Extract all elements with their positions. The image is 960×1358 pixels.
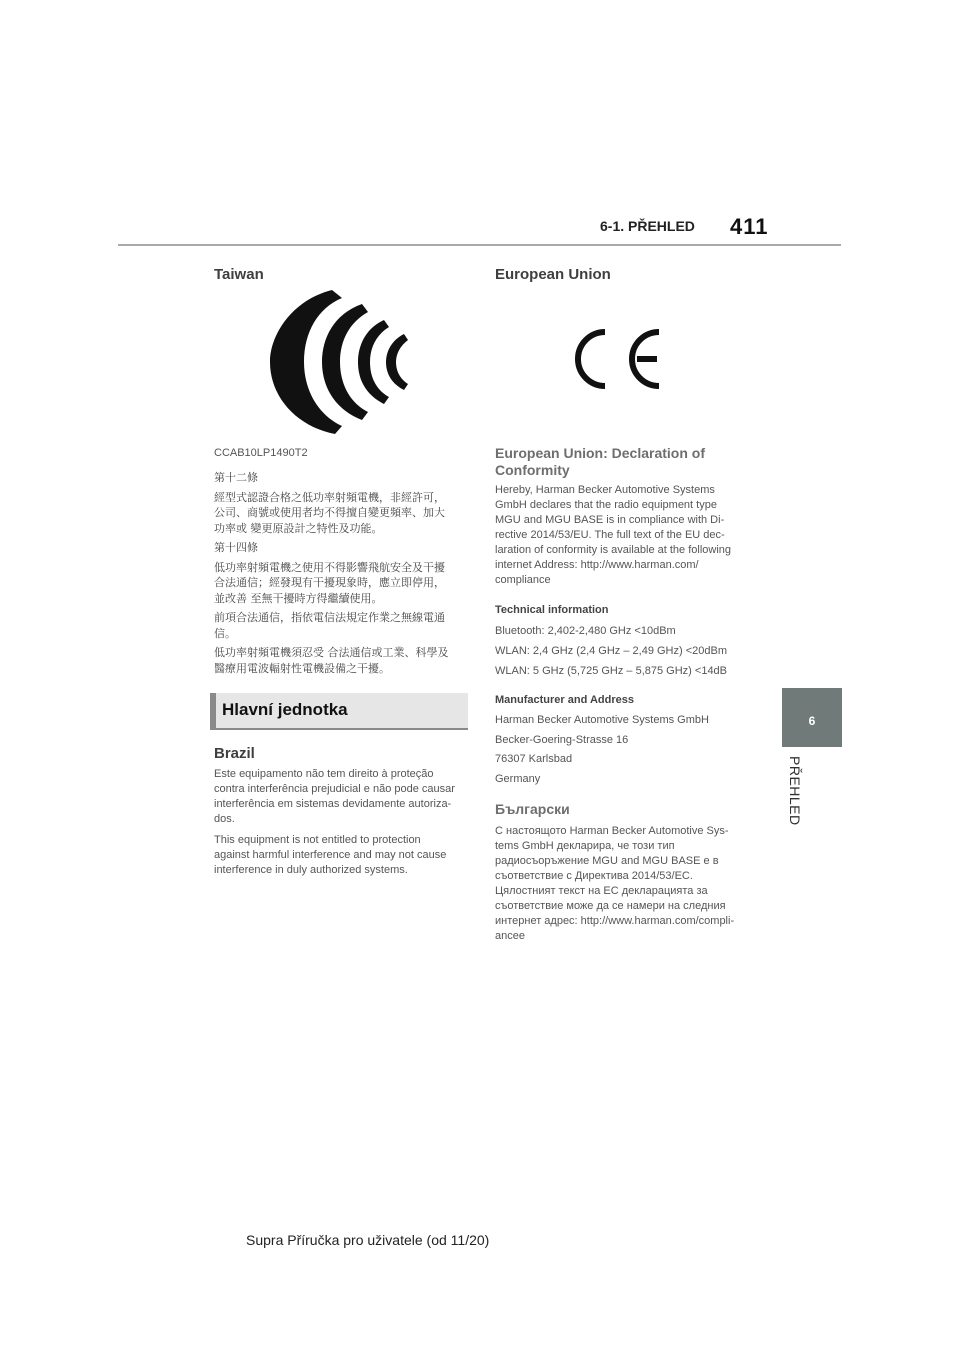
taiwan-line: 信。 <box>214 626 236 640</box>
bulgarian-line: С настоящото Harman Becker Automotive Sys- <box>495 825 729 837</box>
taiwan-line: 合法通信；經發現有干擾現象時，應立即停用， <box>214 576 445 589</box>
brazil-line: against harmful interference and may not cause <box>214 849 447 861</box>
taiwan-line: 醫療用電波輻射性電機設備之干擾。 <box>214 661 390 675</box>
bulgarian-line: радиосъоръжение MGU and MGU BASE е в <box>495 855 719 867</box>
eu-line: Hereby, Harman Becker Automotive Systems <box>495 484 715 496</box>
taiwan-line: 第十二條 <box>214 471 258 484</box>
eu-line: compliance <box>495 574 551 586</box>
address-line: Becker-Goering-Strasse 16 <box>495 733 629 746</box>
bulgarian-heading: Български <box>495 801 570 817</box>
brazil-line: Este equipamento não tem direito à proteção <box>214 768 434 780</box>
manufacturer-address <box>495 713 747 787</box>
taiwan-line: 低功率射頻電機之使用不得影響飛航安全及干擾 <box>214 560 445 574</box>
taiwan-line: 低功率射頻電機須忍受 合法通信或工業、科學及 <box>214 646 449 659</box>
brazil-line: interferência em sistemas devidamente autoriza- <box>214 798 452 810</box>
ccab-code: CCAB10LP1490T2 <box>214 447 308 459</box>
brazil-text-block <box>214 767 468 878</box>
eu-declaration-heading-line: European Union: Declaration of <box>495 445 706 461</box>
taiwan-line: 第十四條 <box>214 541 258 554</box>
bulgarian-line: Цялостният текст на ЕС декларацията за <box>495 885 708 897</box>
tech-info-list <box>495 624 747 679</box>
eu-declaration-text <box>495 483 747 588</box>
taiwan-line: 經型式認證合格之低功率射頻電機，非經許可， <box>214 490 445 504</box>
address-line: Germany <box>495 772 541 785</box>
taiwan-heading: Taiwan <box>214 266 264 283</box>
chapter-tab-label <box>785 756 805 836</box>
tech-line: WLAN: 2,4 GHz (2,4 GHz – 2,49 GHz) <20dBm <box>495 645 727 657</box>
taiwan-line: 前項合法通信，指依電信法規定作業之無線電通 <box>214 611 445 624</box>
banner-title: Hlavní jednotka <box>222 700 348 719</box>
address-line: 76307 Karlsbad <box>495 753 573 765</box>
bulgarian-line: съответствие може да се намери на следния <box>495 900 726 912</box>
header-divider <box>118 244 841 246</box>
eu-line: GmbH declares that the radio equipment type <box>495 499 717 511</box>
taiwan-line: 功率或 變更原設計之特性及功能。 <box>214 521 383 535</box>
bulgarian-line: съответствие с Директива 2014/53/EC. <box>495 870 693 882</box>
brazil-line: This equipment is not entitled to protection <box>214 834 421 846</box>
brazil-line: dos. <box>214 813 235 825</box>
chapter-tab-number: 6 <box>808 714 816 728</box>
brazil-heading: Brazil <box>214 745 255 762</box>
bulgarian-line: интернет адрес: http://www.harman.com/compli- <box>495 915 735 927</box>
footer-text: Supra Příručka pro uživatele (od 11/20) <box>246 1232 490 1248</box>
eu-line: MGU and MGU BASE is in compliance with Di- <box>495 514 725 526</box>
taiwan-text-block <box>214 470 468 676</box>
taiwan-line: 公司、商號或使用者均不得擅自變更頻率、加大 <box>214 506 445 519</box>
tech-line: Bluetooth: 2,402-2,480 GHz <10dBm <box>495 625 676 637</box>
eu-line: laration of conformity is available at the following <box>495 544 732 556</box>
page-number: 411 <box>730 214 769 239</box>
banner-accent-bar <box>210 693 216 728</box>
main-unit-banner <box>210 693 468 730</box>
address-line: Harman Becker Automotive Systems GmbH <box>495 714 709 726</box>
eu-line: rective 2014/53/EU. The full text of the EU dec- <box>495 529 725 541</box>
eu-declaration-heading <box>495 445 747 479</box>
brazil-line: interference in duly authorized systems. <box>214 864 408 876</box>
tech-info-heading: Technical information <box>495 604 609 616</box>
section-title: 6-1. PŘEHLED <box>600 218 695 234</box>
ncc-logo-icon <box>270 290 410 434</box>
bulgarian-text <box>495 824 747 944</box>
chapter-tab-label-text: PŘEHLED <box>787 756 803 826</box>
brazil-line: contra interferência prejudicial e não pode causar <box>214 783 455 795</box>
bulgarian-line: tems GmbH декларира, че този тип <box>495 840 675 852</box>
manufacturer-heading: Manufacturer and Address <box>495 694 634 706</box>
eu-declaration-heading-line: Conformity <box>495 462 570 478</box>
bulgarian-line: ancee <box>495 930 525 942</box>
eu-line: internet Address: http://www.harman.com/ <box>495 559 699 571</box>
eu-heading: European Union <box>495 266 611 283</box>
tech-line: WLAN: 5 GHz (5,725 GHz – 5,875 GHz) <14dB <box>495 665 728 677</box>
ce-mark-icon <box>575 328 663 390</box>
taiwan-line: 並改善 至無干擾時方得繼續使用。 <box>214 591 383 605</box>
